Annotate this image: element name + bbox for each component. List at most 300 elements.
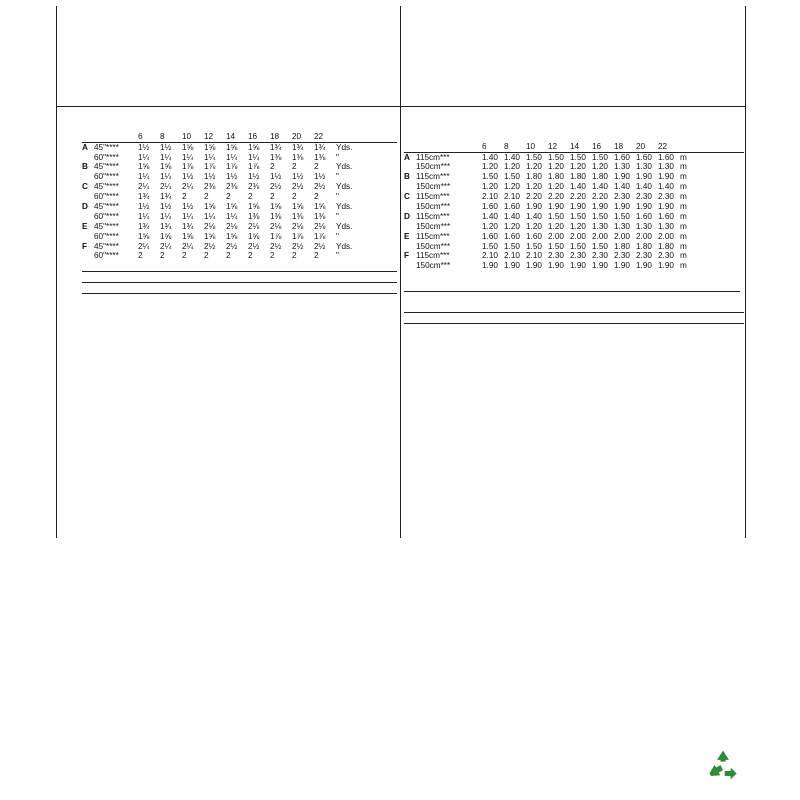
unit-label: " bbox=[336, 211, 339, 221]
unit-label: " bbox=[336, 231, 339, 241]
tailles-label bbox=[404, 142, 482, 152]
table-cell: 1.30 bbox=[614, 221, 630, 231]
table-cell: 1⅜ bbox=[270, 211, 282, 221]
view-letter: F bbox=[404, 251, 410, 261]
combinations-line bbox=[82, 112, 397, 122]
fabric-width: 45"**** bbox=[94, 221, 119, 231]
table-cell: 1.20 bbox=[526, 162, 542, 172]
table-row bbox=[404, 172, 744, 182]
table-cell: 2¼ bbox=[160, 182, 172, 192]
view-letter: D bbox=[404, 211, 410, 221]
unit-label: Yds. bbox=[336, 142, 353, 152]
fusible-interfacing bbox=[82, 272, 397, 283]
table-cell: 1.80 bbox=[614, 241, 630, 251]
table-cell: 1⅝ bbox=[182, 142, 194, 152]
fabric-width: 60"**** bbox=[94, 231, 119, 241]
view-letter: D bbox=[82, 202, 88, 212]
table-cell: 1.30 bbox=[636, 221, 652, 231]
table-cell: 1.90 bbox=[658, 172, 674, 182]
table-cell: 1½ bbox=[314, 172, 326, 182]
table-cell: 1⅝ bbox=[204, 202, 216, 212]
table-cell: 1.50 bbox=[504, 241, 520, 251]
table-cell: 1.50 bbox=[592, 152, 608, 162]
table-cell: 2.00 bbox=[548, 231, 564, 241]
table-cell: 1.90 bbox=[526, 202, 542, 212]
table-cell: 1.20 bbox=[526, 221, 542, 231]
table-cell: 2 bbox=[292, 162, 297, 172]
table-cell: 2 bbox=[314, 162, 319, 172]
table-cell: 1.80 bbox=[658, 241, 674, 251]
table-cell: 1½ bbox=[292, 172, 304, 182]
table-cell: 2.30 bbox=[570, 251, 586, 261]
table-row bbox=[404, 232, 744, 242]
table-cell: 1.20 bbox=[504, 162, 520, 172]
top-divider bbox=[56, 106, 746, 107]
table-row bbox=[404, 162, 744, 172]
table-cell: 1.90 bbox=[548, 261, 564, 271]
lower-edge-heading bbox=[82, 304, 397, 314]
table-cell: 1¼ bbox=[226, 152, 238, 162]
table-cell: 1.50 bbox=[592, 211, 608, 221]
table-cell: 2⅜ bbox=[204, 182, 216, 192]
size-18: 18 bbox=[614, 141, 624, 151]
table-cell: 1.90 bbox=[504, 261, 520, 271]
table-cell: 2¼ bbox=[182, 241, 194, 251]
table-cell: 1.40 bbox=[482, 211, 498, 221]
table-cell: 1.20 bbox=[482, 221, 498, 231]
table-cell: 1.40 bbox=[570, 182, 586, 192]
size-20: 20 bbox=[636, 141, 646, 151]
fabric-width: 115cm*** bbox=[416, 231, 450, 241]
table-cell: 1.90 bbox=[614, 261, 630, 271]
table-cell: 1⅝ bbox=[160, 162, 172, 172]
table-cell: 1.50 bbox=[482, 241, 498, 251]
unit-label: m bbox=[680, 162, 687, 172]
view-letter: C bbox=[82, 182, 88, 192]
table-cell: 2.30 bbox=[658, 192, 674, 202]
table-cell: 1⅜ bbox=[248, 211, 260, 221]
leg-width-heading bbox=[82, 314, 397, 324]
unit-label: " bbox=[336, 192, 339, 202]
table-cell: 1.60 bbox=[636, 152, 652, 162]
table-cell: 2½ bbox=[314, 182, 326, 192]
right-frame-line bbox=[745, 6, 746, 538]
table-cell: 1.80 bbox=[526, 172, 542, 182]
center-divider bbox=[400, 6, 401, 538]
table-cell: 1¼ bbox=[204, 152, 216, 162]
fabric-width: 150cm*** bbox=[416, 202, 451, 212]
table-cell: 1.80 bbox=[592, 172, 608, 182]
table-cell: 1.40 bbox=[614, 182, 630, 192]
table-cell: 1.20 bbox=[526, 182, 542, 192]
table-cell: 2 bbox=[248, 192, 253, 202]
table-cell: 2 bbox=[292, 192, 297, 202]
table-cell: 1.20 bbox=[482, 182, 498, 192]
table-cell: 2 bbox=[314, 192, 319, 202]
series-line bbox=[404, 112, 744, 122]
size-10: 10 bbox=[526, 141, 536, 151]
size-6: 6 bbox=[482, 141, 487, 151]
table-cell: 1⅝ bbox=[248, 231, 260, 241]
table-cell: 1¼ bbox=[138, 152, 150, 162]
table-cell: 2.20 bbox=[548, 192, 564, 202]
table-cell: 2 bbox=[226, 192, 231, 202]
table-cell: 1.60 bbox=[526, 231, 542, 241]
unit-label: m bbox=[680, 251, 687, 261]
view-letter bbox=[404, 242, 416, 252]
unit-label: " bbox=[336, 251, 339, 261]
fabric-width: 60"**** bbox=[94, 251, 119, 261]
table-cell: 1.90 bbox=[614, 202, 630, 212]
table-cell: 2⅛ bbox=[270, 221, 282, 231]
table-cell: 1.90 bbox=[570, 202, 586, 212]
view-letter bbox=[82, 192, 94, 202]
fabric-width: 115cm*** bbox=[416, 251, 450, 261]
table-cell: 2 bbox=[138, 251, 143, 261]
table-cell: 1.50 bbox=[570, 211, 586, 221]
table-cell: 2¼ bbox=[160, 241, 172, 251]
table-cell: 1.30 bbox=[658, 221, 674, 231]
size-16: 16 bbox=[248, 131, 258, 141]
table-row bbox=[82, 182, 397, 192]
view-letter bbox=[82, 212, 94, 222]
table-cell: 2.10 bbox=[482, 251, 498, 261]
table-row bbox=[404, 251, 744, 261]
table-cell: 1⅜ bbox=[314, 211, 326, 221]
table-cell: 2.00 bbox=[592, 231, 608, 241]
size-22: 22 bbox=[314, 131, 324, 141]
table-cell: 2 bbox=[270, 162, 275, 172]
table-cell: 1.50 bbox=[592, 241, 608, 251]
table-cell: 2½ bbox=[270, 182, 282, 192]
table-cell: 1.50 bbox=[570, 241, 586, 251]
table-row bbox=[404, 261, 744, 271]
size-14: 14 bbox=[570, 141, 580, 151]
table-cell: 1.60 bbox=[614, 152, 630, 162]
table-cell: 2 bbox=[270, 192, 275, 202]
table-cell: 1.90 bbox=[592, 202, 608, 212]
table-cell: 1.30 bbox=[636, 162, 652, 172]
table-cell: 1¾ bbox=[138, 221, 150, 231]
view-letter: F bbox=[82, 241, 88, 251]
view-letter bbox=[82, 153, 94, 163]
table-cell: 1¼ bbox=[226, 211, 238, 221]
table-cell: 2 bbox=[270, 251, 275, 261]
dos-heading bbox=[404, 353, 744, 363]
fabric-width: 45"**** bbox=[94, 162, 119, 172]
table-cell: 1.40 bbox=[592, 182, 608, 192]
table-cell: 1½ bbox=[204, 172, 216, 182]
fabric-width: 45"**** bbox=[94, 241, 119, 251]
finished-measurements-heading bbox=[82, 283, 397, 294]
table-cell: 1½ bbox=[138, 202, 150, 212]
table-cell: 2½ bbox=[292, 182, 304, 192]
fabric-width: 60"**** bbox=[94, 192, 119, 202]
table-row bbox=[404, 192, 744, 202]
table-cell: 1.90 bbox=[592, 261, 608, 271]
table-cell: 2.10 bbox=[526, 251, 542, 261]
table-cell: 1½ bbox=[226, 172, 238, 182]
view-letter: B bbox=[82, 162, 88, 172]
unit-label: m bbox=[680, 192, 687, 202]
table-row bbox=[404, 212, 744, 222]
table-cell: 2 bbox=[204, 192, 209, 202]
table-cell: 1.20 bbox=[504, 182, 520, 192]
view-letter bbox=[404, 202, 416, 212]
table-cell: 1½ bbox=[248, 172, 260, 182]
table-row bbox=[82, 232, 397, 242]
table-cell: 1.90 bbox=[658, 261, 674, 271]
view-letter bbox=[82, 251, 94, 261]
table-cell: 1.20 bbox=[548, 182, 564, 192]
unit-label: Yds. bbox=[336, 241, 353, 251]
ourlet-heading bbox=[404, 334, 744, 344]
table-cell: 1.20 bbox=[504, 221, 520, 231]
view-letter: B bbox=[404, 172, 410, 182]
size-22: 22 bbox=[658, 141, 668, 151]
fabric-width: 60"**** bbox=[94, 211, 119, 221]
table-cell: 1⅝ bbox=[248, 142, 260, 152]
table-cell: 2.00 bbox=[570, 231, 586, 241]
table-cell: 1.90 bbox=[570, 261, 586, 271]
table-cell: 1.20 bbox=[592, 162, 608, 172]
table-cell: 1.90 bbox=[636, 172, 652, 182]
table-cell: 1¾ bbox=[160, 221, 172, 231]
table-row bbox=[82, 153, 397, 163]
buste-heading bbox=[404, 324, 744, 334]
table-cell: 1.20 bbox=[570, 162, 586, 172]
merceria bbox=[404, 302, 744, 313]
table-cell: 1.60 bbox=[504, 202, 520, 212]
table-cell: 1.40 bbox=[504, 211, 520, 221]
table-cell: 1.50 bbox=[548, 152, 564, 162]
fabric-width: 150cm*** bbox=[416, 241, 451, 251]
table-cell: 1⅞ bbox=[314, 231, 326, 241]
table-cell: 2.00 bbox=[614, 231, 630, 241]
table-cell: 1¼ bbox=[160, 211, 172, 221]
table-cell: 1.60 bbox=[636, 211, 652, 221]
table-row bbox=[404, 153, 744, 163]
table-cell: 1¾ bbox=[182, 221, 194, 231]
size-20: 20 bbox=[292, 131, 302, 141]
sizes-label bbox=[82, 132, 138, 142]
side-length-heading bbox=[82, 334, 397, 344]
table-cell: 1.20 bbox=[548, 221, 564, 231]
view-letter: E bbox=[404, 231, 410, 241]
fabric-width: 60"**** bbox=[94, 152, 119, 162]
cote-heading bbox=[404, 363, 744, 373]
table-row bbox=[82, 192, 397, 202]
table-cell: 2 bbox=[182, 192, 187, 202]
table-cell: 1¼ bbox=[182, 211, 194, 221]
unit-label: Yds. bbox=[336, 162, 353, 172]
table-cell: 1½ bbox=[270, 172, 282, 182]
fabric-width: 115cm*** bbox=[416, 192, 450, 202]
table-cell: 1.90 bbox=[614, 172, 630, 182]
size-6: 6 bbox=[138, 131, 143, 141]
unit-label: " bbox=[336, 152, 339, 162]
table-cell: 1⅞ bbox=[226, 162, 238, 172]
table-cell: 1½ bbox=[182, 172, 194, 182]
table-row bbox=[404, 202, 744, 212]
back-length-heading bbox=[82, 324, 397, 334]
table-row bbox=[82, 251, 397, 261]
size-10: 10 bbox=[182, 131, 192, 141]
table-cell: 1.30 bbox=[658, 162, 674, 172]
table-cell: 2.10 bbox=[504, 192, 520, 202]
table-cell: 1½ bbox=[160, 202, 172, 212]
table-row bbox=[404, 222, 744, 232]
table-cell: 2.30 bbox=[636, 251, 652, 261]
size-12: 12 bbox=[548, 141, 558, 151]
table-cell: 2½ bbox=[248, 241, 260, 251]
hipline-heading bbox=[82, 294, 397, 304]
table-cell: 1⅜ bbox=[292, 152, 304, 162]
table-cell: 1.80 bbox=[548, 172, 564, 182]
suggested-fabrics bbox=[82, 122, 397, 132]
table-cell: 2.30 bbox=[614, 192, 630, 202]
table-cell: 1.40 bbox=[636, 182, 652, 192]
table-cell: 1¾ bbox=[138, 192, 150, 202]
french-spanish-column bbox=[404, 112, 744, 373]
table-cell: 1.50 bbox=[570, 152, 586, 162]
table-cell: 2¼ bbox=[182, 182, 194, 192]
unit-label: m bbox=[680, 152, 687, 162]
view-letter bbox=[404, 261, 416, 271]
table-cell: 2 bbox=[292, 251, 297, 261]
tailles-header bbox=[404, 142, 744, 153]
table-cell: 1.50 bbox=[526, 152, 542, 162]
unit-label: m bbox=[680, 172, 687, 182]
table-cell: 1⅝ bbox=[182, 231, 194, 241]
table-cell: 1⅜ bbox=[270, 152, 282, 162]
view-letter bbox=[82, 172, 94, 182]
view-letter: A bbox=[404, 152, 410, 162]
unit-label: m bbox=[680, 241, 687, 251]
table-cell: 2¼ bbox=[138, 241, 150, 251]
table-cell: 1.60 bbox=[658, 152, 674, 162]
table-cell: 2½ bbox=[204, 241, 216, 251]
recycle-icon bbox=[706, 748, 740, 782]
table-cell: 2⅛ bbox=[292, 221, 304, 231]
table-cell: 1.90 bbox=[636, 261, 652, 271]
table-cell: 1⅝ bbox=[138, 231, 150, 241]
size-12: 12 bbox=[204, 131, 214, 141]
unit-label: " bbox=[336, 172, 339, 182]
table-cell: 1.40 bbox=[658, 182, 674, 192]
table-cell: 2.10 bbox=[482, 192, 498, 202]
table-row bbox=[404, 182, 744, 192]
table-cell: 1.20 bbox=[570, 221, 586, 231]
table-cell: 1⅞ bbox=[292, 231, 304, 241]
table-cell: 1.60 bbox=[504, 231, 520, 241]
size-16: 16 bbox=[592, 141, 602, 151]
table-cell: 1.90 bbox=[526, 261, 542, 271]
table-cell: 1⅞ bbox=[248, 162, 260, 172]
table-cell: 1½ bbox=[138, 142, 150, 152]
table-cell: 2⅛ bbox=[314, 221, 326, 231]
size-8: 8 bbox=[160, 131, 165, 141]
table-cell: 1.40 bbox=[504, 152, 520, 162]
table-cell: 1.50 bbox=[548, 211, 564, 221]
table-cell: 1¼ bbox=[160, 152, 172, 162]
fabric-width: 150cm*** bbox=[416, 182, 451, 192]
table-cell: 1.80 bbox=[570, 172, 586, 182]
table-cell: 1⅞ bbox=[270, 231, 282, 241]
table-cell: 1¾ bbox=[292, 142, 304, 152]
notions bbox=[82, 261, 397, 272]
table-cell: 1.90 bbox=[548, 202, 564, 212]
fabric-width: 45"**** bbox=[94, 202, 119, 212]
unit-label: m bbox=[680, 182, 687, 192]
table-row bbox=[82, 242, 397, 252]
table-cell: 1.50 bbox=[614, 211, 630, 221]
table-cell: 1.50 bbox=[504, 172, 520, 182]
view-letter bbox=[404, 182, 416, 192]
table-cell: 2⅛ bbox=[226, 221, 238, 231]
table-cell: 2.20 bbox=[570, 192, 586, 202]
fabric-width: 150cm*** bbox=[416, 221, 451, 231]
table-cell: 1.20 bbox=[548, 162, 564, 172]
table-cell: 1⅜ bbox=[314, 152, 326, 162]
table-cell: 1.30 bbox=[592, 221, 608, 231]
table-cell: 2⅛ bbox=[204, 221, 216, 231]
fabric-width: 45"**** bbox=[94, 182, 119, 192]
table-cell: 2 bbox=[248, 251, 253, 261]
table-cell: 1½ bbox=[182, 202, 194, 212]
english-column bbox=[82, 112, 397, 343]
table-cell: 2 bbox=[226, 251, 231, 261]
table-cell: 1.60 bbox=[482, 231, 498, 241]
table-cell: 1¼ bbox=[204, 211, 216, 221]
table-cell: 1⅝ bbox=[226, 202, 238, 212]
unit-label: Yds. bbox=[336, 221, 353, 231]
table-cell: 1⅝ bbox=[248, 202, 260, 212]
table-cell: 1.90 bbox=[636, 202, 652, 212]
table-cell: 1⅜ bbox=[292, 211, 304, 221]
table-cell: 1¼ bbox=[248, 152, 260, 162]
fabric-width: 115cm*** bbox=[416, 152, 450, 162]
table-cell: 1.30 bbox=[614, 162, 630, 172]
table-cell: 1¼ bbox=[182, 152, 194, 162]
view-letter: A bbox=[82, 142, 88, 152]
table-cell: 1¾ bbox=[314, 142, 326, 152]
table-cell: 2 bbox=[204, 251, 209, 261]
table-cell: 1⅝ bbox=[314, 202, 326, 212]
table-cell: 1⅝ bbox=[204, 142, 216, 152]
unit-label: Yds. bbox=[336, 182, 353, 192]
mercerie bbox=[404, 292, 744, 302]
table-cell: 1¾ bbox=[270, 142, 282, 152]
table-cell: 2.10 bbox=[504, 251, 520, 261]
table-cell: 1¾ bbox=[160, 192, 172, 202]
table-row bbox=[82, 172, 397, 182]
table-row bbox=[82, 212, 397, 222]
left-frame-line bbox=[56, 6, 57, 538]
table-cell: 2½ bbox=[270, 241, 282, 251]
table-cell: 1.80 bbox=[636, 241, 652, 251]
table-cell: 1¼ bbox=[160, 172, 172, 182]
unit-label: m bbox=[680, 202, 687, 212]
metrage-table bbox=[404, 153, 744, 272]
table-cell: 1⅝ bbox=[226, 231, 238, 241]
table-cell: 2½ bbox=[226, 241, 238, 251]
table-cell: 1⅝ bbox=[226, 142, 238, 152]
table-cell: 2.00 bbox=[658, 231, 674, 241]
table-cell: 1.50 bbox=[548, 241, 564, 251]
table-cell: 1⅞ bbox=[182, 162, 194, 172]
table-cell: 2.30 bbox=[548, 251, 564, 261]
